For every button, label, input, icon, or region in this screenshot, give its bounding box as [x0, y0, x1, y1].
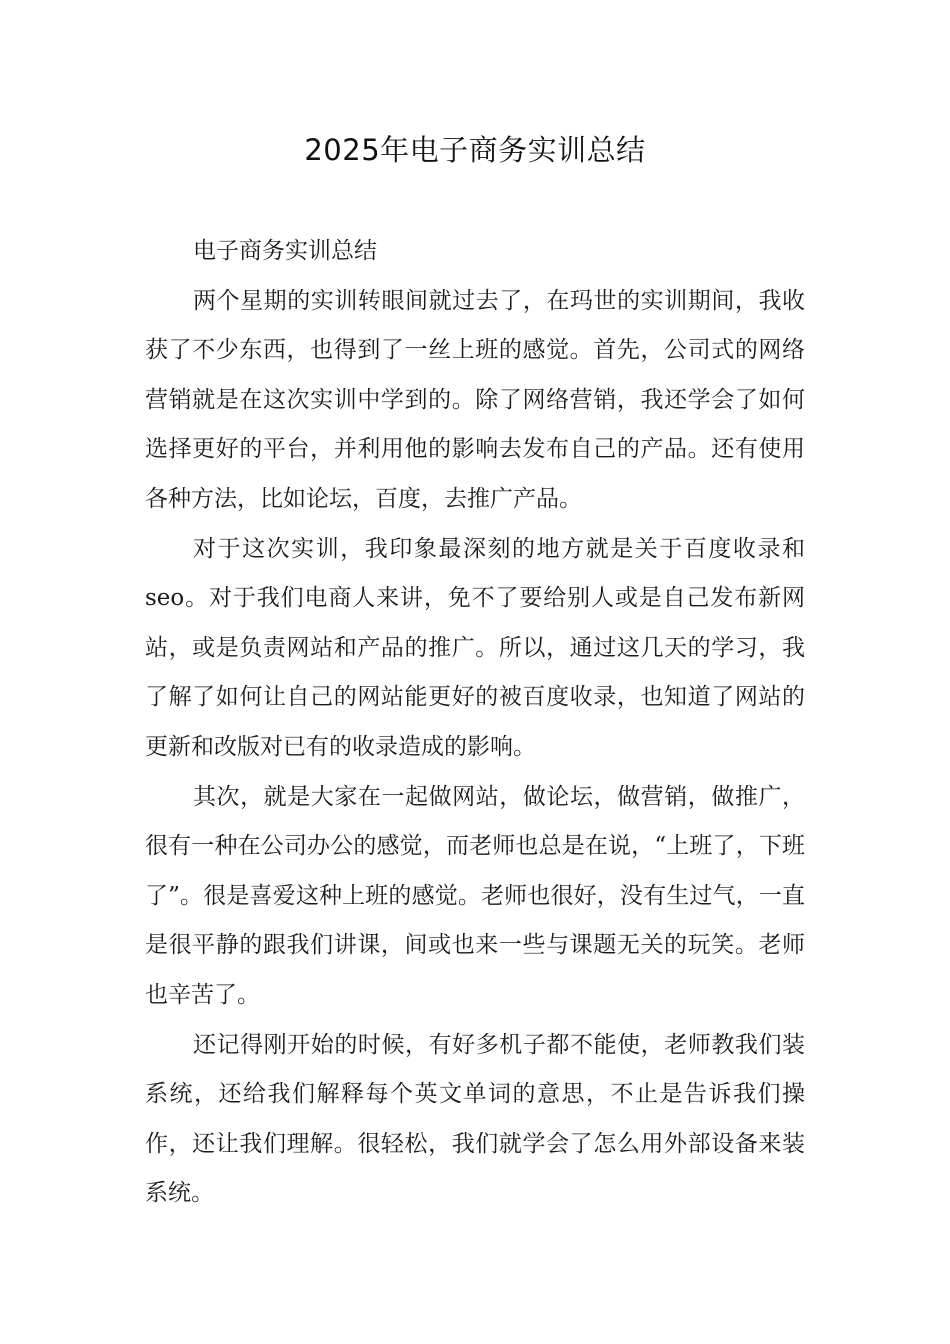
paragraph: 还记得刚开始的时候，有好多机子都不能使，老师教我们装系统，还给我们解释每个英文单词的意思，不止是告诉我们操作，还让我们理解。很轻松，我们就学会了怎么用外部设备来装系统。: [145, 1031, 805, 1207]
document-title: 2025年电子商务实训总结: [304, 133, 646, 167]
paragraph: 两个星期的实训转眼间就过去了，在玛世的实训期间，我收获了不少东西，也得到了一丝上班的感觉。首先，公司式的网络营销就是在这次实训中学到的。除了网络营销，我还学会了如何选择更好的平台，并利用他的影响去发布自己的产品。还有使用各种方法，比如论坛，百度，去推广产品。: [145, 287, 805, 512]
paragraph: 其次，就是大家在一起做网站，做论坛，做营销，做推广，很有一种在公司办公的感觉，而老师也总是在说，“上班了，下班了”。很是喜爱这种上班的感觉。老师也很好，没有生过气，一直是很平静的跟我们讲课，间或也来一些与课题无关的玩笑。老师也辛苦了。: [145, 783, 805, 1008]
paragraph: 对于这次实训，我印象最深刻的地方就是关于百度收录和seo。对于我们电商人来讲，免不了要给别人或是自己发布新网站，或是负责网站和产品的推广。所以，通过这几天的学习，我了解了如何让自己的网站能更好的被百度收录，也知道了网站的更新和改版对已有的收录造成的影响。: [145, 535, 805, 760]
paragraph-subtitle: 电子商务实训总结: [193, 238, 377, 264]
document-body: [145, 227, 805, 1219]
